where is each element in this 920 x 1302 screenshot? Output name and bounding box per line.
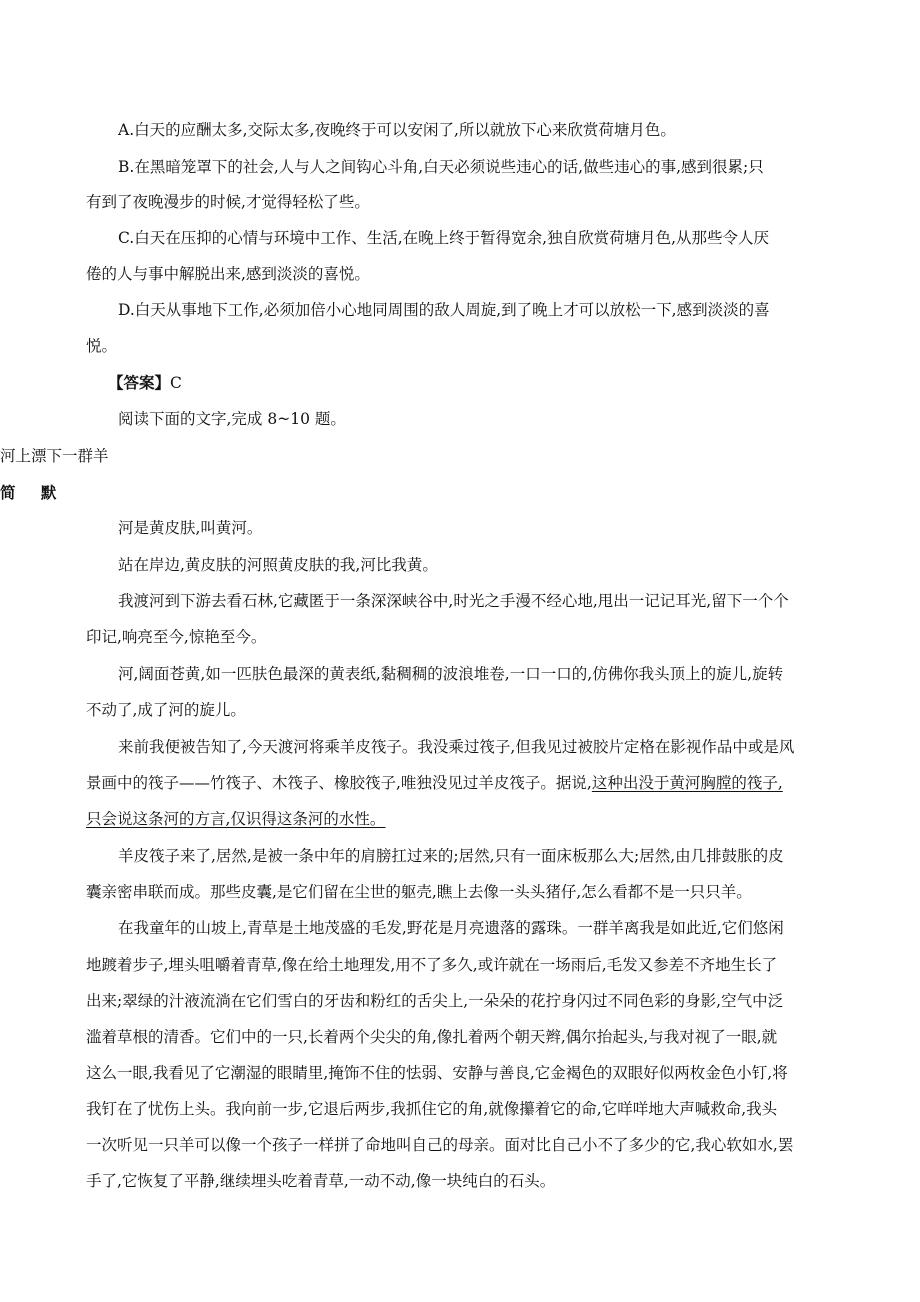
paragraph-7-line-3: 出来;翠绿的汁液流淌在它们雪白的牙齿和粉红的舌尖上,一朵朵的花拧身闪过不同色彩的身影,空气中泛 — [86, 992, 784, 1010]
answer-line — [108, 373, 182, 393]
paragraph-4-line-2: 不动了,成了河的旋儿。 — [86, 701, 246, 719]
paragraph-6-line-2: 囊亲密串联而成。那些皮囊,是它们留在尘世的躯壳,瞧上去像一头头猪仔,怎么看都不是一只只羊。 — [86, 883, 752, 901]
underlined-sentence-part-2: 只会说这条河的方言,仅识得这条河的水性。 — [86, 810, 386, 828]
paragraph-4-line-1: 河,阔面苍黄,如一匹肤色最深的黄表纸,黏稠稠的波浪堆卷,一口一口的,仿佛你我头顶上的旋儿,旋转 — [118, 665, 784, 683]
paragraph-7-line-6: 我钉在了忧伤上头。我向前一步,它退后两步,我抓住它的角,就像攥着它的命,它咩咩地大声喊救命,我头 — [86, 1100, 778, 1118]
option-d-line-1: D.白天从事地下工作,必须加倍小心地同周围的敌人周旋,到了晚上才可以放松一下,感到淡淡的喜 — [118, 301, 770, 319]
paragraph-5-line-1: 来前我便被告知了,今天渡河将乘羊皮筏子。我没乘过筏子,但我见过被胶片定格在影视作品中或是风 — [118, 738, 795, 756]
answer-tag: 【答案】 — [108, 373, 171, 392]
paragraph-7-line-2: 地踱着步子,埋头咀嚼着青草,像在给土地理发,用不了多久,或许就在一场雨后,毛发又参差不齐地生长了 — [86, 956, 778, 974]
paragraph-5-line-2 — [86, 773, 783, 793]
option-a: A.白天的应酬太多,交际太多,夜晚终于可以安闲了,所以就放下心来欣赏荷塘月色。 — [118, 121, 676, 139]
article-title: 河上漂下一群羊 — [0, 447, 109, 465]
paragraph-2: 站在岸边,黄皮肤的河照黄皮肤的我,河比我黄。 — [118, 556, 438, 574]
paragraph-7-line-4: 滥着草根的清香。它们中的一只,长着两个尖尖的角,像扎着两个朝天辫,偶尔抬起头,与我对视了一眼,就 — [86, 1028, 778, 1046]
option-c-line-1: C.白天在压抑的心情与环境中工作、生活,在晚上终于暂得宽余,独自欣赏荷塘月色,从那些令人厌 — [118, 229, 770, 247]
paragraph-7-line-1: 在我童年的山坡上,青草是土地茂盛的毛发,野花是月亮遗落的露珠。一群羊离我是如此近,它们悠闲 — [118, 919, 784, 937]
answer-value: C — [170, 374, 182, 392]
paragraph-7-line-5: 这么一眼,我看见了它潮湿的眼睛里,掩饰不住的怯弱、安静与善良,它金褐色的双眼好似两枚金色小钉,将 — [86, 1064, 788, 1082]
reading-instruction: 阅读下面的文字,完成 8~10 题。 — [118, 410, 346, 428]
paragraph-7-line-8: 手了,它恢复了平静,继续埋头吃着青草,一动不动,像一块纯白的石头。 — [86, 1172, 556, 1190]
option-c-line-2: 倦的人与事中解脱出来,感到淡淡的喜悦。 — [86, 265, 370, 283]
paragraph-6-line-1: 羊皮筏子来了,居然,是被一条中年的肩膀扛过来的;居然,只有一面床板那么大;居然,由几排鼓胀的皮 — [118, 847, 784, 865]
paragraph-3-line-2: 印记,响亮至今,惊艳至今。 — [86, 628, 267, 646]
article-author — [0, 483, 66, 503]
paragraph-1: 河是黄皮肤,叫黄河。 — [118, 519, 263, 537]
paragraph-5-line-3 — [86, 809, 385, 829]
paragraph-7-line-7: 一次听见一只羊可以像一个孩子一样拼了命地叫自己的母亲。面对比自己小不了多少的它,我心软如水,罢 — [86, 1136, 794, 1154]
paragraph-5-text: 景画中的筏子——竹筏子、木筏子、橡胶筏子,唯独没见过羊皮筏子。据说, — [86, 774, 592, 792]
option-d-line-2: 悦。 — [86, 337, 118, 355]
option-b-line-2: 有到了夜晚漫步的时候,才觉得轻松了些。 — [86, 193, 370, 211]
author-name: 简 默 — [0, 483, 67, 502]
underlined-sentence-part-1: 这种出没于黄河胸膛的筏子, — [591, 774, 783, 792]
option-b-line-1: B.在黑暗笼罩下的社会,人与人之间钩心斗角,白天必须说些违心的话,做些违心的事,感到很累;只 — [118, 158, 764, 176]
paragraph-3-line-1: 我渡河到下游去看石林,它藏匿于一条深深峡谷中,时光之手漫不经心地,甩出一记记耳光,留下一个个 — [118, 592, 789, 610]
